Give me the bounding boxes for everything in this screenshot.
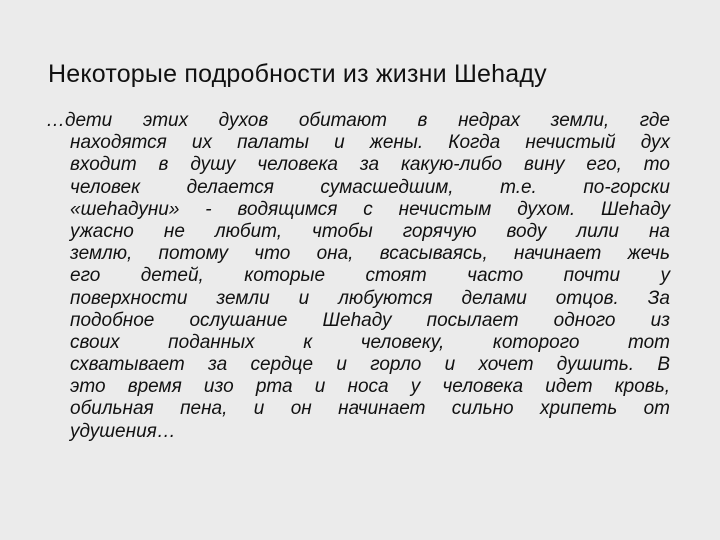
body-paragraph xyxy=(46,110,670,443)
body-line: находятся их палаты и жены. Когда нечистый дух xyxy=(70,132,670,154)
body-line: «шеhадуни» - водящимся с нечистым духом. Шеhаду xyxy=(70,198,670,220)
slide-title: Некоторые подробности из жизни Шеhаду xyxy=(48,60,547,88)
body-line: …дети этих духов обитают в недрах земли, где xyxy=(46,110,670,131)
body-line: подобное ослушание Шеhаду посылает одного из xyxy=(70,309,670,331)
body-line: ужасно не любит, чтобы горячую воду лили на xyxy=(70,220,670,242)
body-line: схватывает за сердце и горло и хочет душить. В xyxy=(70,354,670,376)
body-line: удушения… xyxy=(70,420,176,442)
body-line: поверхности земли и любуются делами отцов. За xyxy=(70,287,670,309)
body-line: землю, потому что она, всасываясь, начинает жечь xyxy=(70,243,670,265)
body-line: входит в душу человека за какую-либо вину его, то xyxy=(70,154,670,176)
body-line: своих поданных к человеку, которого тот xyxy=(70,331,670,353)
body-line: его детей, которые стоят часто почти у xyxy=(70,265,670,287)
body-line: обильная пена, и он начинает сильно хрипеть от xyxy=(70,398,670,420)
body-line: человек делается сумасшедшим, т.е. по-горски xyxy=(70,176,670,198)
body-line: это время изо рта и носа у человека идет кровь, xyxy=(70,376,670,398)
